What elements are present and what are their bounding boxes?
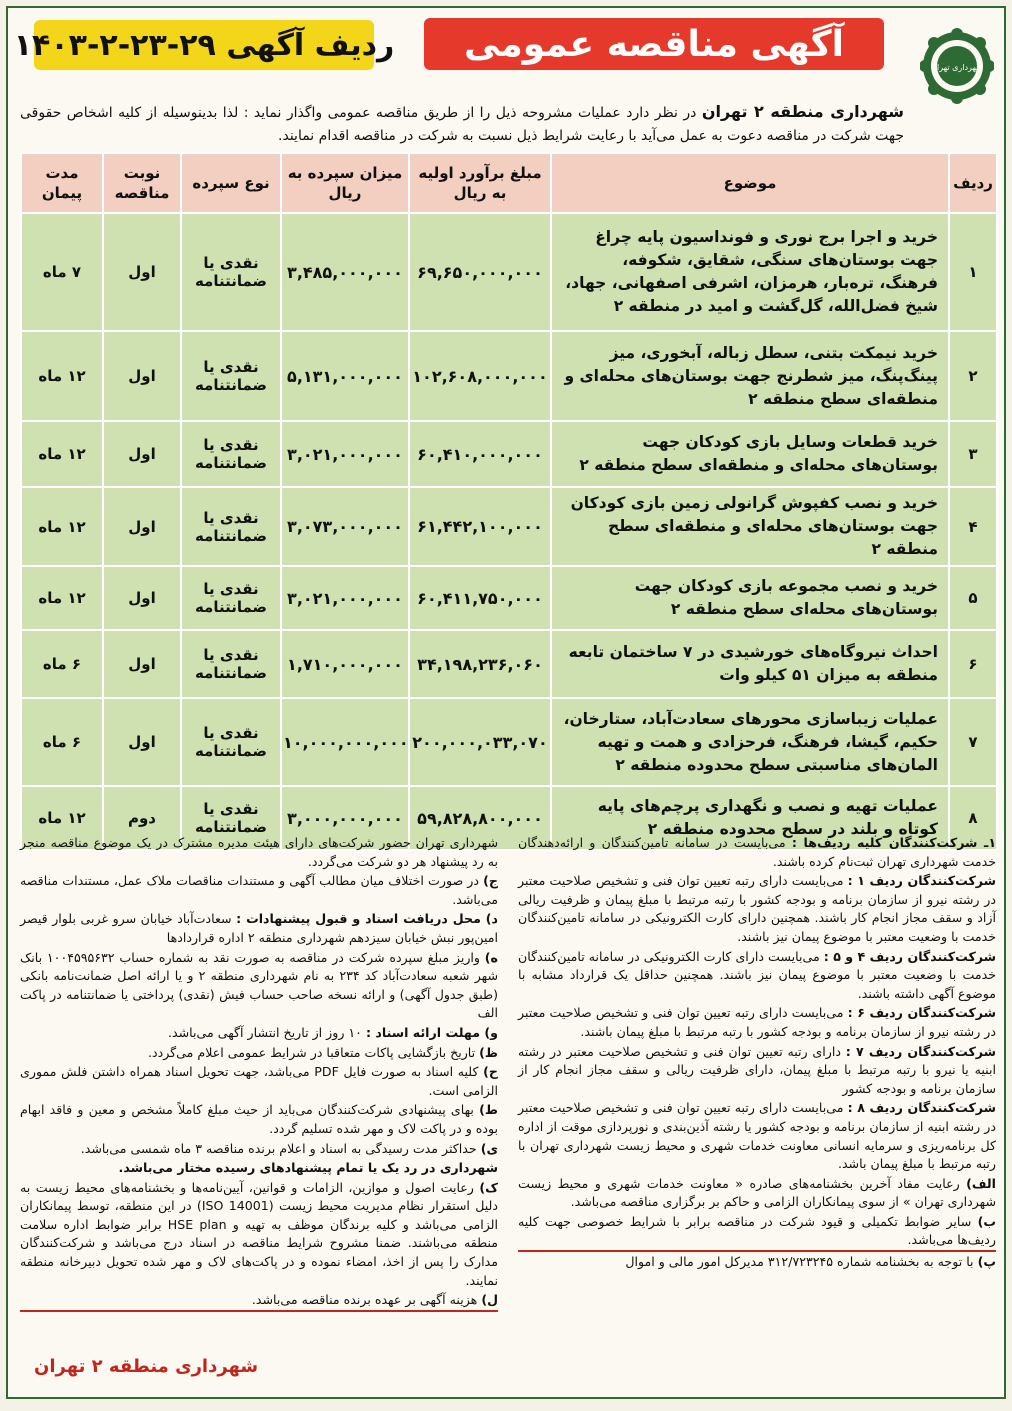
condition-lead: ی) (480, 1140, 498, 1156)
condition-text: سعادت‌آباد خیابان سرو غربی بلوار قیصر امین‌پور نبش خیابان سیزدهم شهرداری منطقه ۲ اداره قراردادها (20, 911, 498, 945)
condition-text: رعایت مفاد آخرین بخشنامه‌های صادره « معاونت خدمات شهری و محیط زیست شهرداری تهران » از سوی پیمانکاران الزامی و حاکم بر برگزاری مناقصه می‌باشد. (518, 1175, 996, 1210)
cell-subject: عملیات زیباسازی محورهای سعادت‌آباد، ستارخان، حکیم، گیشا، فرهنگ، فرحزادی و همت و تهیه المان‌های مناسبتی سطح محدوده منطقه ۲ (551, 698, 949, 786)
cell-duration: ۱۲ ماه (21, 566, 103, 630)
cell-duration: ۷ ماه (21, 213, 103, 331)
header-duration: مدت پیمان (21, 153, 103, 213)
cell-round: اول (103, 487, 181, 566)
table-row (21, 630, 997, 698)
condition-lead: شرکت‌کنندگان ردیف ۱ : (847, 873, 997, 889)
cell-deposit: ۱۰,۰۰۰,۰۰۰,۰۰۰ (281, 698, 409, 786)
cell-row-no: ۶ (949, 630, 997, 698)
condition-text: واریز مبلغ سپرده شرکت در مناقصه به صورت نقد به شماره حساب ۱۰۰۴۵۹۵۶۳۲ بانک شهر شعبه سعادت‌آباد کد ۲۳۴ به نام شهرداری منطقه ۲ و یا ارائه اصل ضمانت‌نامه بانکی (طبق جدول آگهی) و ارائه نسخه صاحب حساب فیش (نقدی) پرداختی یا ضمانتنامه در پاکت الف (20, 949, 498, 1021)
cell-duration: ۶ ماه (21, 698, 103, 786)
table-header-row (21, 153, 997, 213)
cell-duration: ۱۲ ماه (21, 331, 103, 421)
condition-text: بهای پیشنهادی شرکت‌کنندگان می‌باید از حیث مبلغ کاملاً مشخص و معین و فاقد ابهام بوده و در پاکت لاک و مهر شده تسلیم گردد. (20, 1102, 498, 1136)
condition-lead: ه) (484, 949, 498, 965)
condition-lead: پ) (977, 1254, 996, 1270)
condition-item (20, 1291, 498, 1312)
cell-round: اول (103, 698, 181, 786)
cell-deposit: ۳,۴۸۵,۰۰۰,۰۰۰ (281, 213, 409, 331)
condition-text: می‌بایست دارای رتبه تعیین توان فنی و تشخیص صلاحیت معتبر در رشته نیرو از سازمان برنامه و بودجه کشور با رتبه مرتبط با مبلغ پیمان باشند. (518, 1005, 996, 1039)
condition-text: شهرداری تهران حضور شرکت‌های دارای هیئت مدیره مشترک در یک موضوع مناقصه منجر به رد پیشنهاد هر دو شرکت می‌گردد. (20, 835, 498, 869)
cell-subject: خرید و نصب مجموعه بازی کودکان جهت بوستان‌های محله‌ای سطح منطقه ۲ (551, 566, 949, 630)
condition-text: سایر ضوابط تکمیلی و قیود شرکت در مناقصه برابر با شرایط خصوصی جهت کلیه ردیف‌ها می‌باشد. (518, 1213, 996, 1248)
condition-item (20, 834, 498, 871)
cell-deposit: ۳,۰۷۳,۰۰۰,۰۰۰ (281, 487, 409, 566)
condition-text: رعایت اصول و موازین، الزامات و قوانین، آیین‌نامه‌ها و بخشنامه‌های محیط زیست به دلیل استقرار نظام مدیریت محیط زیست (ISO 14001) در این منطقه، توسط پیمانکاران الزامی می‌باشد و کلیه برندگان موظف به تهیه و HSE plan برابر ضوابط اداره سلامت منطقه می‌باشند. ضمنا مشروح شرایط مناقصه در اسناد درج می‌باشد و شرکت‌کنندگان مدارک را پس از اخذ، امضاء نموده و در پاکت‌های لاک و مهر شده تحویل دبیرخانه منطقه نمایند. (20, 1179, 499, 1288)
condition-item (20, 1024, 498, 1043)
cell-estimate: ۶۱,۴۴۲,۱۰۰,۰۰۰ (409, 487, 551, 566)
condition-item (518, 1253, 996, 1272)
cell-round: اول (103, 331, 181, 421)
cell-row-no: ۸ (949, 786, 997, 850)
condition-lead: شرکت‌کنندگان ردیف ۶ : (847, 1005, 997, 1021)
cell-duration: ۶ ماه (21, 630, 103, 698)
conditions-right-column (518, 834, 996, 1273)
cell-duration: ۱۲ ماه (21, 786, 103, 850)
cell-deposit-type: نقدی یا ضمانتنامه (181, 698, 281, 786)
cell-subject: خرید قطعات وسایل بازی کودکان جهت بوستان‌های محله‌ای و منطقه‌ای سطح منطقه ۲ (551, 421, 949, 487)
header-round: نوبت مناقصه (103, 153, 181, 213)
cell-deposit-type: نقدی یا ضمانتنامه (181, 421, 281, 487)
logo-text: شهرداری تهران (931, 63, 983, 72)
cell-deposit-type: نقدی یا ضمانتنامه (181, 331, 281, 421)
table-row (21, 331, 997, 421)
intro-org: شهرداری منطقه ۲ تهران (701, 102, 905, 121)
tehran-municipality-logo (920, 26, 994, 134)
condition-lead: ج) (483, 873, 498, 889)
cell-deposit: ۵,۱۳۱,۰۰۰,۰۰۰ (281, 331, 409, 421)
condition-text: می‌بایست دارای رتبه تعیین توان فنی و تشخیص صلاحیت معتبر در رشته ابنیه از سازمان برنامه و بودجه کشور یا رشته آذین‌بندی و نورپردازی موقت از اداره کل برنامه‌ریزی و سرمایه انسانی معاونت خدمات شهری و محیط زیست شهرداری تهران با رتبه مرتبط با مبلغ پیمان باشد. (518, 1100, 996, 1172)
cell-subject: عملیات تهیه و نصب و نگهداری پرچم‌های پایه کوتاه و بلند در سطح محدوده منطقه ۲ (551, 786, 949, 850)
condition-item (20, 1159, 498, 1178)
cell-estimate: ۶۰,۴۱۰,۰۰۰,۰۰۰ (409, 421, 551, 487)
condition-lead: ل) (481, 1292, 498, 1308)
header-deposit-type: نوع سپرده (181, 153, 281, 213)
tender-table (20, 152, 998, 851)
condition-text: هزینه آگهی بر عهده برنده مناقصه می‌باشد. (251, 1292, 478, 1308)
condition-lead: الف) (966, 1175, 996, 1191)
condition-item (518, 1099, 996, 1173)
cell-row-no: ۱ (949, 213, 997, 331)
condition-text: می‌بایست در سامانه تامین‌کنندگان و ارائه‌دهندگان خدمت شهرداری تهران ثبت‌نام کرده باشند. (518, 835, 996, 869)
condition-item (20, 1140, 498, 1159)
cell-estimate: ۶۹,۶۵۰,۰۰۰,۰۰۰ (409, 213, 551, 331)
condition-text: کلیه اسناد به صورت فایل PDF می‌باشد، جهت تحویل اسناد همراه داشتن فلش مموری الزامی است. (20, 1064, 498, 1098)
condition-text: تاریخ بازگشایی پاکات متعاقبا در شرایط عمومی اعلام می‌گردد. (147, 1044, 476, 1060)
condition-item (518, 1175, 996, 1212)
condition-text: ۱۰ روز از تاریخ انتشار آگهی می‌باشد. (168, 1024, 362, 1040)
condition-lead: ظ) (479, 1044, 498, 1060)
footer-brand: شهرداری منطقه ۲ تهران (34, 1356, 259, 1377)
condition-item (20, 1179, 498, 1291)
tender-notice (6, 6, 1006, 1399)
cell-round: اول (103, 566, 181, 630)
cell-round: دوم (103, 786, 181, 850)
header-deposit: میزان سپرده به ریال (281, 153, 409, 213)
cell-estimate: ۱۰۲,۶۰۸,۰۰۰,۰۰۰ (409, 331, 551, 421)
conditions-left-column (20, 834, 498, 1313)
condition-text: دارای رتبه تعیین توان فنی و تشخیص صلاحیت معتبر در رشته ابنیه یا نیرو با رتبه مرتبط با مبلغ پیمان، دارای ظرفیت ریالی و سقف مجاز انجام کار از سازمان برنامه و بودجه کشور (518, 1043, 996, 1096)
condition-text: حداکثر مدت رسیدگی به اسناد و اعلام برنده مناقصه ۳ ماه شمسی می‌باشد. (80, 1140, 477, 1156)
cell-deposit: ۱,۷۱۰,۰۰۰,۰۰۰ (281, 630, 409, 698)
notice-row-number (13, 20, 395, 70)
condition-item (20, 1063, 498, 1100)
condition-text: با توجه به بخشنامه شماره ۳۱۲/۷۲۳۲۴۵ مدیرکل امور مالی و اموال (625, 1254, 974, 1270)
condition-item (518, 1213, 996, 1252)
cell-deposit: ۳,۰۲۱,۰۰۰,۰۰۰ (281, 421, 409, 487)
condition-item (20, 910, 498, 947)
table-row (21, 487, 997, 566)
cell-estimate: ۵۹,۸۲۸,۸۰۰,۰۰۰ (409, 786, 551, 850)
condition-lead: ک) (479, 1179, 498, 1195)
condition-item (518, 834, 996, 871)
header-estimate: مبلغ برآورد اولیه به ریال (409, 153, 551, 213)
condition-lead: ط) (479, 1102, 498, 1118)
table-row (21, 421, 997, 487)
cell-subject: احداث نیروگاه‌های خورشیدی در ۷ ساختمان تابعه منطقه به میزان ۵۱ کیلو وات (551, 630, 949, 698)
condition-item (518, 948, 996, 1004)
condition-item (20, 1101, 498, 1138)
intro-text: در نظر دارد عملیات مشروحه ذیل را از طریق مناقصه عمومی واگذار نماید : لذا بدینوسیله از کلیه اشخاص حقوقی جهت شرکت در مناقصه دعوت به عمل می‌آید با رعایت شرایط ذیل نسبت به شرکت در مناقصه اقدام نمایند. (20, 105, 904, 144)
cell-duration: ۱۲ ماه (21, 487, 103, 566)
table-row (21, 213, 997, 331)
cell-duration: ۱۲ ماه (21, 421, 103, 487)
cell-deposit-type: نقدی یا ضمانتنامه (181, 487, 281, 566)
condition-item (20, 949, 498, 1023)
condition-item (518, 1043, 996, 1099)
cell-subject: خرید و نصب کفپوش گرانولی زمین بازی کودکان جهت بوستان‌های محله‌ای و منطقه‌ای سطح منطقه ۲ (551, 487, 949, 566)
table-row (21, 566, 997, 630)
notice-banner (424, 18, 884, 70)
header (8, 8, 1004, 92)
cell-row-no: ۲ (949, 331, 997, 421)
cell-estimate: ۶۰,۴۱۱,۷۵۰,۰۰۰ (409, 566, 551, 630)
condition-lead: ب) (977, 1213, 996, 1229)
cell-deposit: ۳,۰۲۱,۰۰۰,۰۰۰ (281, 566, 409, 630)
condition-lead: شرکت‌کنندگان ردیف ۴ و ۵ : (823, 948, 997, 964)
row-number-text: ردیف آگهی ۲۹-۲۳-۲-۱۴۰۳ (13, 27, 395, 63)
condition-item (20, 872, 498, 909)
cell-deposit-type: نقدی یا ضمانتنامه (181, 630, 281, 698)
condition-lead: د) محل دریافت اسناد و قبول پیشنهادات : (236, 911, 498, 927)
cell-subject: خرید نیمکت بتنی، سطل زباله، آبخوری، میز پینگ‌پنگ، میز شطرنج جهت بوستان‌های محله‌ای و منطقه‌ای سطح منطقه ۲ (551, 331, 949, 421)
table-row (21, 698, 997, 786)
cell-row-no: ۷ (949, 698, 997, 786)
condition-text: می‌بایست دارای کارت الکترونیکی در سامانه تامین‌کنندگان خدمت با وضعیت معتبر با موضوع پیمان نیز باشند. همچنین حداقل یک قرارداد مشابه با موضوع آگهی داشته باشند. (518, 948, 996, 1001)
condition-item (518, 872, 996, 946)
header-row-no: ردیف (949, 153, 997, 213)
cell-round: اول (103, 213, 181, 331)
cell-deposit-type: نقدی یا ضمانتنامه (181, 566, 281, 630)
condition-lead: و) مهلت ارائه اسناد : (365, 1024, 498, 1040)
header-subject: موضوع (551, 153, 949, 213)
condition-lead: ۱ـ شرکت‌کنندگان کلیه ردیف‌ها : (791, 835, 997, 850)
cell-row-no: ۳ (949, 421, 997, 487)
intro-paragraph (20, 100, 904, 148)
condition-text: شهرداری در رد یک یا تمام پیشنهادهای رسیده مختار می‌باشد. (118, 1160, 498, 1176)
cell-row-no: ۵ (949, 566, 997, 630)
cell-round: اول (103, 421, 181, 487)
cell-deposit: ۳,۰۰۰,۰۰۰,۰۰۰ (281, 786, 409, 850)
condition-item (518, 1004, 996, 1041)
cell-deposit-type: نقدی یا ضمانتنامه (181, 786, 281, 850)
condition-text: در صورت اختلاف میان مطالب آگهی و مستندات مناقصات ملاک عمل، مستندات مناقصه می‌باشد. (20, 873, 498, 907)
conditions (20, 834, 996, 1334)
cell-estimate: ۲۰۰,۰۰۰,۰۳۳,۰۷۰ (409, 698, 551, 786)
cell-subject: خرید و اجرا برج نوری و فونداسیون پایه چراغ جهت بوستان‌های سنگی، شقایق، شکوفه، فرهنگ، تره‌بار، هرمزان، اشرفی اصفهانی، جهاد، شیخ فضل‌الله، گل‌گشت و امید در منطقه ۲ (551, 213, 949, 331)
condition-item (20, 1044, 498, 1063)
condition-lead: شرکت‌کنندگان ردیف ۷ : (845, 1043, 996, 1059)
cell-row-no: ۴ (949, 487, 997, 566)
condition-text: می‌بایست دارای رتبه تعیین توان فنی و تشخیص صلاحیت معتبر در رشته نیرو از سازمان برنامه و بودجه کشور با رتبه مرتبط با مبلغ پیمان و ظرفیت ریالی آزاد و سقف مجاز انجام کار باشند. همچنین دارای کارت الکترونیکی در سامانه تامین‌کنندگان خدمت با وضعیت معتبر با موضوع پیمان نیز باشند. (518, 873, 996, 944)
condition-lead: شرکت‌کنندگان ردیف ۸ : (847, 1100, 997, 1116)
cell-estimate: ۳۴,۱۹۸,۲۳۶,۰۶۰ (409, 630, 551, 698)
condition-lead: ح) (483, 1064, 498, 1080)
cell-round: اول (103, 630, 181, 698)
banner-title: آگهی مناقصه عمومی (464, 23, 844, 65)
cell-deposit-type: نقدی یا ضمانتنامه (181, 213, 281, 331)
